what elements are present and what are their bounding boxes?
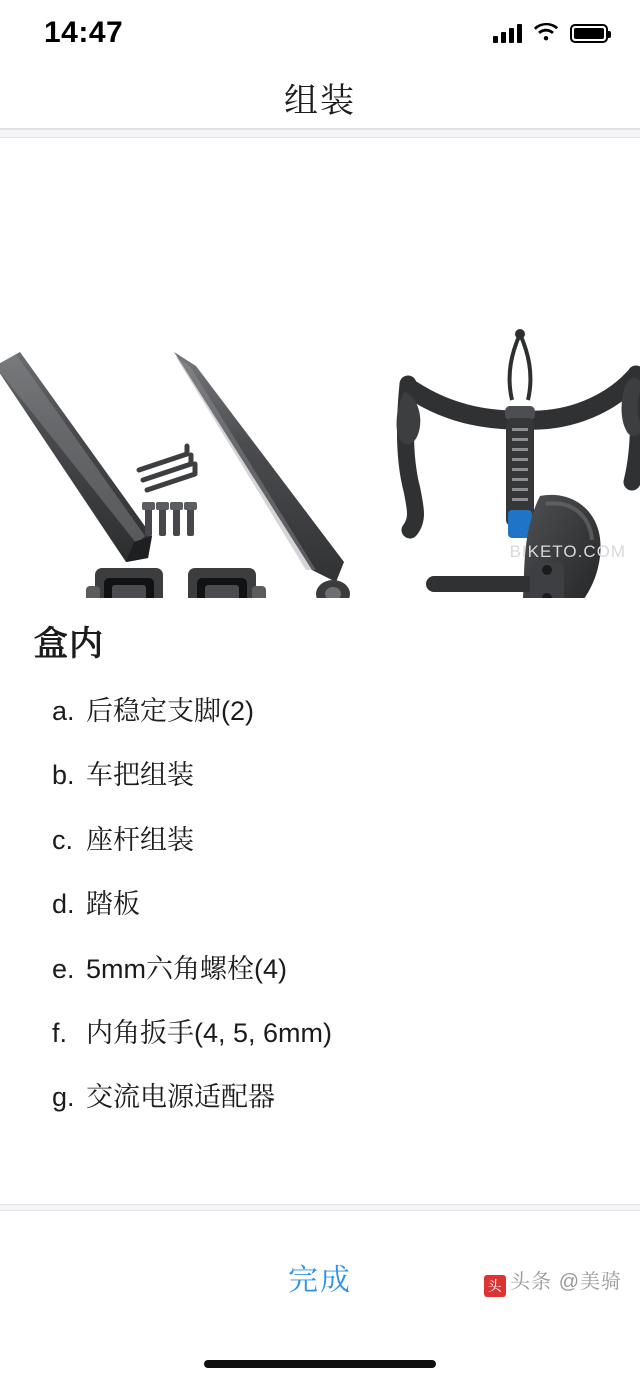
list-item-label: 后稳定支脚(2) xyxy=(86,696,254,726)
cellular-signal-icon xyxy=(493,23,522,43)
list-item-label: 5mm六角螺栓(4) xyxy=(86,953,287,984)
list-item xyxy=(0,872,640,936)
list-item-marker: c. xyxy=(52,824,74,855)
list-item-marker: g. xyxy=(52,1082,75,1113)
part-hex-wrenches xyxy=(139,446,195,490)
list-item-marker: b. xyxy=(52,760,75,791)
toutiao-logo-icon: 头 xyxy=(484,1275,506,1297)
part-hex-bolts xyxy=(142,502,197,536)
home-indicator[interactable] xyxy=(204,1360,436,1368)
list-item-label: 交流电源适配器 xyxy=(86,1082,275,1113)
part-rear-leg-right xyxy=(174,352,350,598)
app-watermark-text: 头条 @美骑 xyxy=(510,1271,622,1293)
list-item xyxy=(0,937,640,1001)
list-item xyxy=(0,679,640,743)
section-gap-band xyxy=(0,129,640,138)
status-bar xyxy=(0,0,640,66)
list-item xyxy=(0,1001,640,1065)
footer-divider-band xyxy=(0,1204,640,1211)
list-item-label: 踏板 xyxy=(86,889,140,920)
list-item-label: 内角扳手(4, 5, 6mm) xyxy=(86,1017,333,1048)
parts-illustration-svg xyxy=(0,138,640,598)
list-item xyxy=(0,808,640,872)
list-item-label: 车把组装 xyxy=(86,760,194,791)
content-scroll-area[interactable] xyxy=(0,138,640,1204)
list-item-marker: a. xyxy=(52,696,75,726)
done-button[interactable]: 完成 xyxy=(288,1255,352,1299)
list-item xyxy=(0,1065,640,1129)
status-bar-time: 14:47 xyxy=(44,16,124,49)
wifi-icon xyxy=(533,23,559,43)
footer-bar xyxy=(0,1211,640,1343)
list-item-marker: f. xyxy=(52,1017,68,1048)
section-title: 盒内 xyxy=(34,625,104,663)
part-rear-leg-left xyxy=(0,352,152,562)
page-title: 组装 xyxy=(0,66,640,128)
part-pedals xyxy=(86,568,266,598)
part-handlebar-assembly xyxy=(397,329,639,538)
app-watermark xyxy=(484,1265,622,1297)
status-bar-icons xyxy=(493,23,608,43)
battery-full-icon xyxy=(570,24,608,43)
parts-list xyxy=(0,673,640,1130)
list-item-label: 座杆组装 xyxy=(86,824,194,855)
home-indicator-area xyxy=(0,1343,640,1385)
list-item-marker: d. xyxy=(52,889,75,920)
illustration-watermark: BIKETO.COM xyxy=(509,542,626,561)
list-item-marker: e. xyxy=(52,953,75,984)
list-item xyxy=(0,743,640,807)
parts-illustration xyxy=(0,138,640,598)
